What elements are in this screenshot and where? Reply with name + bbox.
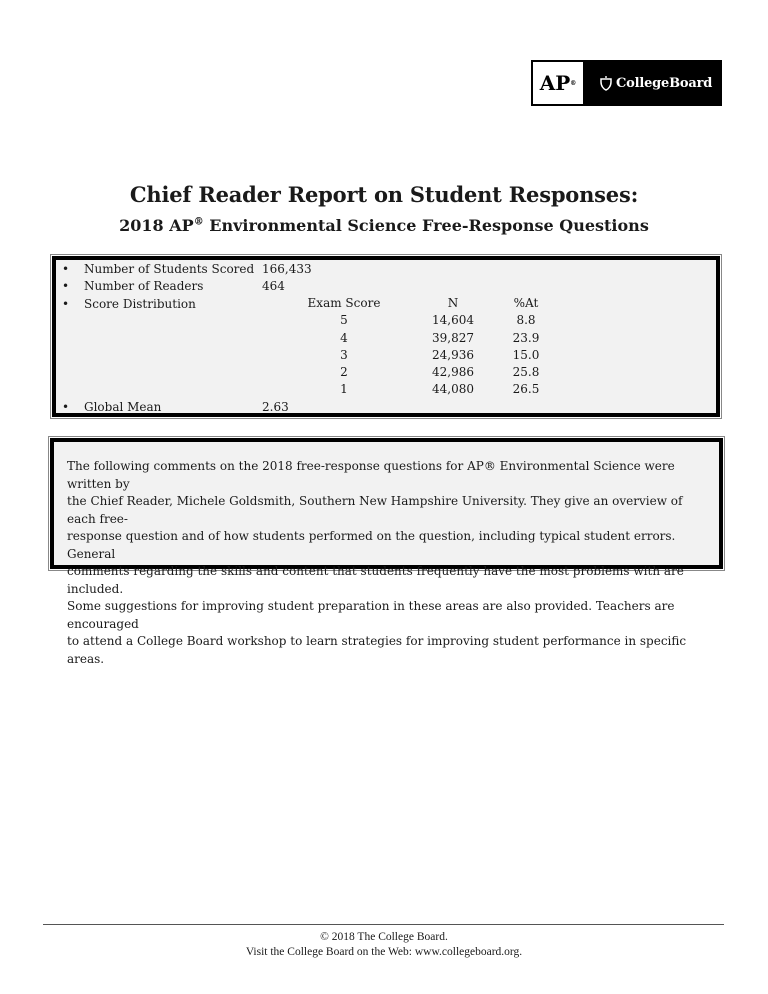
cell-percent: 15.0 xyxy=(512,347,540,362)
table-row xyxy=(286,330,548,347)
collegeboard-logo xyxy=(599,75,712,91)
page-title: Chief Reader Report on Student Responses: xyxy=(129,182,639,207)
bullet-icon: • xyxy=(62,262,70,276)
bullet-icon: • xyxy=(62,279,70,294)
stat-value: 464 xyxy=(262,279,285,294)
cell-score: 1 xyxy=(340,382,348,397)
intro-line: the Chief Reader, Michele Goldsmith, Southern New Hampshire University. They give an overview of each free- xyxy=(67,494,683,526)
cell-n: 24,936 xyxy=(432,347,474,362)
stat-students-scored xyxy=(60,261,342,278)
acorn-icon xyxy=(599,75,613,91)
cell-percent: 23.9 xyxy=(512,330,540,345)
cell-score: 2 xyxy=(340,365,348,380)
stat-label: Score Distribution xyxy=(84,296,196,311)
table-row xyxy=(286,381,548,398)
stats-box xyxy=(52,256,720,417)
stat-label: Global Mean xyxy=(84,400,162,415)
stat-global-mean xyxy=(60,399,342,416)
cell-n: 14,604 xyxy=(432,313,474,328)
table-row xyxy=(286,364,548,381)
cell-n: 39,827 xyxy=(432,330,474,345)
stat-value: 166,433 xyxy=(262,262,312,276)
subtitle-suffix: Environmental Science Free-Response Questions xyxy=(203,216,649,235)
footer xyxy=(0,930,768,960)
cell-score: 4 xyxy=(340,330,348,345)
bullet-icon: • xyxy=(62,296,70,311)
score-distribution-table xyxy=(286,295,548,399)
stat-value: 2.63 xyxy=(262,400,289,415)
footer-divider xyxy=(43,924,724,925)
ap-collegeboard-logo xyxy=(531,60,722,106)
registered-mark: ® xyxy=(570,79,577,87)
registered-mark: ® xyxy=(193,216,204,228)
cell-score: 3 xyxy=(340,347,348,362)
intro-paragraph xyxy=(67,458,712,668)
cell-percent: 26.5 xyxy=(512,382,540,397)
stat-readers xyxy=(60,278,342,295)
ap-logo-text: AP xyxy=(539,71,571,95)
table-header-row xyxy=(286,295,548,312)
subtitle-prefix: 2018 AP xyxy=(119,216,194,235)
intro-line: The following comments on the 2018 free-response questions for AP® Environmental Science were written by xyxy=(67,459,675,491)
intro-box xyxy=(50,438,723,666)
table-row xyxy=(286,347,548,364)
stat-label: Number of Students Scored xyxy=(84,262,255,276)
column-header-n: N xyxy=(447,296,459,310)
cell-n: 42,986 xyxy=(432,365,474,380)
page-subtitle xyxy=(0,216,768,235)
bullet-icon: • xyxy=(62,400,70,415)
cell-n: 44,080 xyxy=(432,382,474,397)
collegeboard-logo-text: CollegeBoard xyxy=(616,75,713,91)
stat-label: Number of Readers xyxy=(84,279,204,294)
intro-line: to attend a College Board workshop to learn strategies for improving student performance in specific areas. xyxy=(67,634,687,666)
column-header-percent: %At xyxy=(513,296,539,310)
column-header-exam-score: Exam Score xyxy=(307,296,381,310)
cell-score: 5 xyxy=(340,313,348,328)
intro-line: Some suggestions for improving student preparation in these areas are also provided. Teachers are encouraged xyxy=(67,599,675,631)
cell-percent: 8.8 xyxy=(516,313,536,328)
intro-line: comments regarding the skills and content that students frequently have the most problems with are included. xyxy=(67,564,684,596)
table-row xyxy=(286,312,548,329)
cell-percent: 25.8 xyxy=(512,365,540,380)
ap-logo xyxy=(533,62,583,104)
footer-visit-link[interactable]: Visit the College Board on the Web: www.collegeboard.org. xyxy=(245,946,523,958)
intro-line: response question and of how students performed on the question, including typical student errors. General xyxy=(67,529,676,561)
footer-copyright: © 2018 The College Board. xyxy=(320,931,448,943)
